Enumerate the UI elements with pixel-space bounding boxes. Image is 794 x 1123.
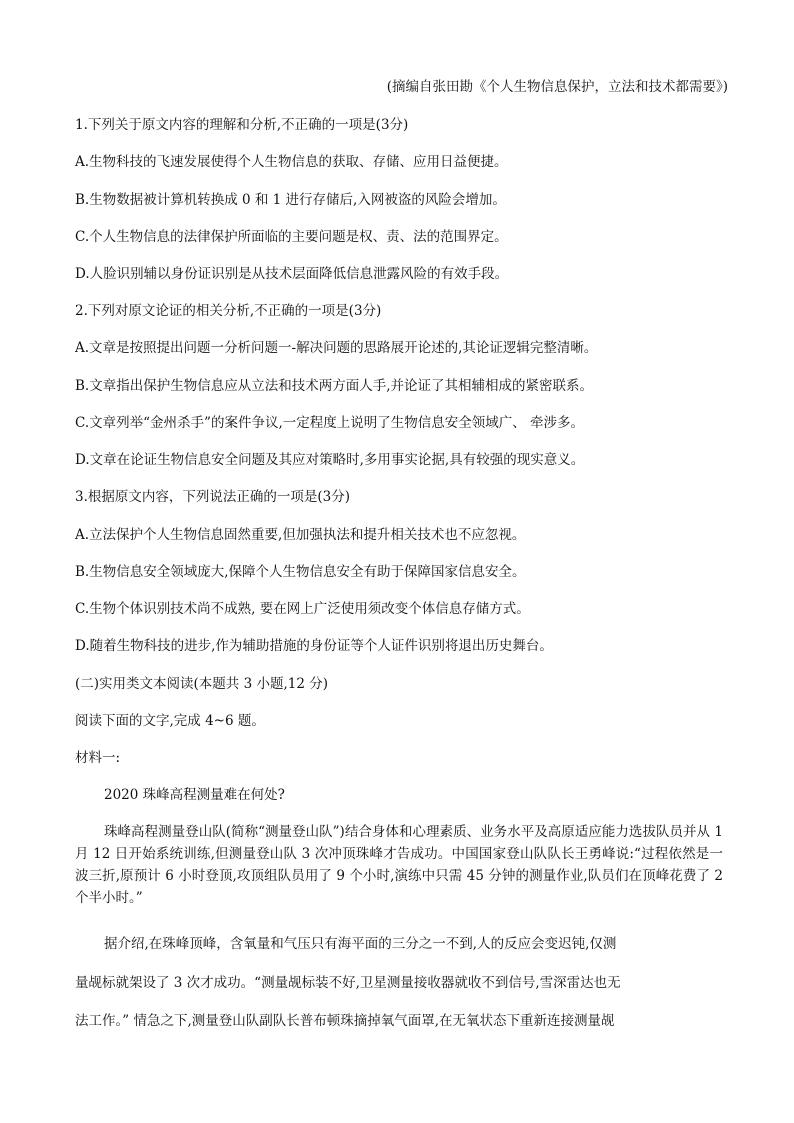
question-2-option-d: D.文章在论证生物信息安全问题及其应对策略时,多用事实论据,具有较强的现实意义。 — [75, 452, 585, 468]
article-title: 2020 珠峰高程测量难在何处? — [104, 787, 285, 803]
reading-instruction: 阅读下面的文字,完成 4~6 题。 — [75, 713, 265, 729]
question-3-option-d: D.随着生物科技的进步,作为辅助措施的身份证等个人证件识别将退出历史舞台。 — [75, 638, 553, 654]
question-1-stem: 1.下列关于原文内容的理解和分析,不正确的一项是(3分) — [75, 117, 409, 133]
article-paragraph-2-line-2: 量觇标就架设了 3 次才成功。“测量觇标装不好,卫星测量接收器就收不到信号,雪深雷达也无 — [75, 975, 621, 991]
question-1-option-a: A.生物科技的飞速发展使得个人生物信息的获取、存储、应用日益便捷。 — [75, 154, 508, 170]
section-heading: (二)实用类文本阅读(本题共 3 小题,12 分) — [75, 676, 328, 692]
material-label: 材料一: — [75, 750, 121, 766]
article-paragraph-2-line-1: 据介绍,在珠峰顶峰，含氧量和气压只有海平面的三分之一不到,人的反应会变迟钝,仅测 — [104, 936, 617, 952]
question-2-option-a: A.文章是按照提出问题一分析问题一-解决问题的思路展开论述的,其论证逻辑完整清晰。 — [75, 340, 598, 356]
question-1-option-b: B.生物数据被计算机转换成 0 和 1 进行存储后,入网被盗的风险会增加。 — [75, 192, 506, 208]
question-2-stem: 2.下列对原文论证的相关分析,不正确的一项是(3分) — [75, 303, 382, 319]
question-1-option-c: C.个人生物信息的法律保护所面临的主要问题是权、责、法的范围界定。 — [75, 229, 508, 245]
question-3-option-a: A.立法保护个人生物信息固然重要,但加强执法和提升相关技术也不应忽视。 — [75, 527, 526, 543]
question-3-stem: 3.根据原文内容，下列说法正确的一项是(3分) — [75, 489, 351, 505]
question-3-option-c: C.生物个体识别技术尚不成熟, 要在网上广泛使用须改变个体信息存储方式。 — [75, 601, 530, 617]
article-paragraph-1: 珠峰高程测量登山队(简称“测量登山队”)结合身体和心理素质、业务水平及高原适应能力选拔队员并从 1 月 12 日开始系统训练,但测量登山队 3 次冲顶珠峰才告成功。中国国家登山队队长王勇峰说:“过程依然是一波三折,原预计 6 小时登顶,攻顶组队员用了 9 个小时,演练中只需 45 分钟的测量作业,队员们在顶峰花费了 2 个半小时。” — [75, 824, 723, 906]
question-1-option-d: D.人脸识别辅以身份证识别是从技术层面降低信息泄露风险的有效手段。 — [75, 266, 509, 282]
article-paragraph-2-line-3: 法工作。” 情急之下,测量登山队副队长普布顿珠摘掉氧气面罩,在无氧状态下重新连接测量觇 — [75, 1013, 615, 1029]
question-2-option-b: B.文章指出保护生物信息应从立法和技术两方面人手,并论证了其相辅相成的紧密联系。 — [75, 378, 594, 394]
question-3-option-b: B.生物信息安全领域庞大,保障个人生物信息安全有助于保障国家信息安全。 — [75, 564, 526, 580]
source-citation: (摘编自张田勘《个人生物信息保护，立法和技术都需要》) — [386, 79, 728, 95]
question-2-option-c: C.文章列举“金州杀手”的案件争议,一定程度上说明了生物信息安全领域广、 牵涉多。 — [75, 415, 585, 431]
